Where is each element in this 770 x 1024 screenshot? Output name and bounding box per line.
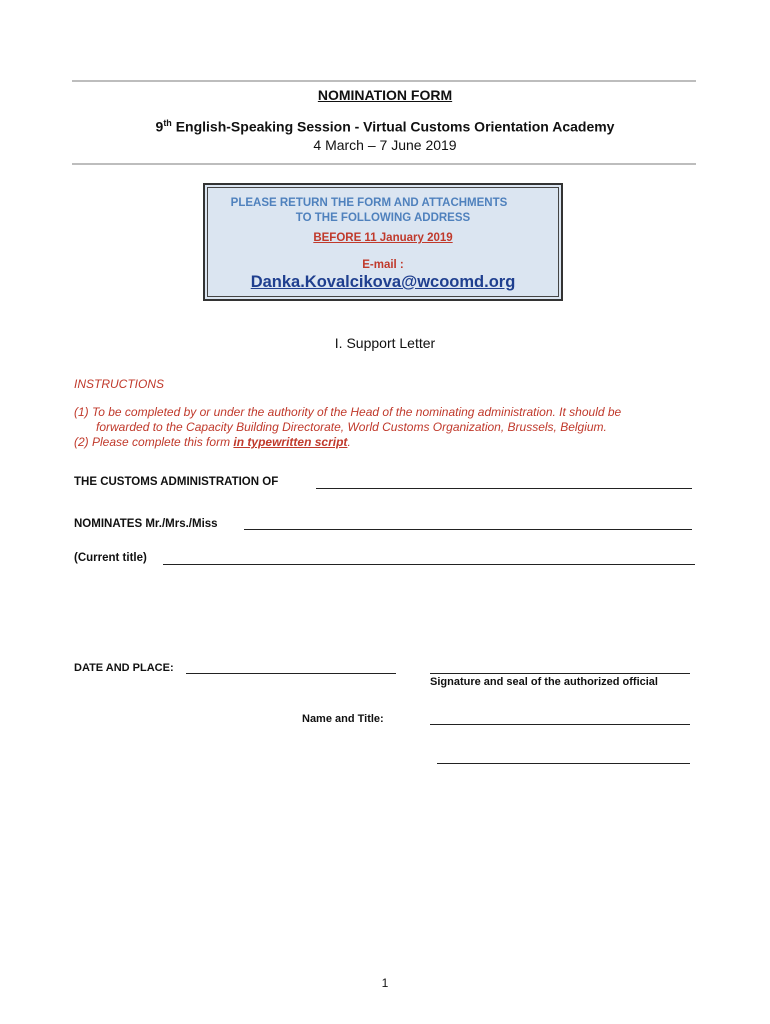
deadline-text: BEFORE 11 January 2019	[313, 232, 453, 244]
name-title-label: Name and Title:	[302, 713, 384, 725]
instruction-item-2-suffix: .	[347, 435, 351, 449]
header-divider	[72, 163, 696, 165]
return-instruction-line2: TO THE FOLLOWING ADDRESS	[295, 212, 471, 224]
session-ordinal: th	[163, 118, 172, 128]
current-title-label: (Current title)	[74, 552, 147, 564]
instruction-item-2	[74, 435, 351, 449]
page-number: 1	[381, 976, 389, 990]
name-title-field-line2[interactable]	[437, 763, 690, 764]
return-address-box	[203, 183, 563, 301]
instruction-item-1-line1: (1) To be completed by or under the authority of the Head of the nominating administration. It should be	[74, 405, 622, 419]
instructions-heading: INSTRUCTIONS	[74, 377, 164, 391]
top-divider	[72, 80, 696, 82]
current-title-field[interactable]	[163, 564, 695, 565]
session-title	[0, 118, 770, 135]
typewritten-emphasis: in typewritten script	[233, 435, 348, 449]
date-place-label: DATE AND PLACE:	[74, 662, 174, 674]
signature-label: Signature and seal of the authorized official	[430, 676, 658, 688]
session-number: 9	[155, 118, 164, 135]
customs-admin-field[interactable]	[316, 488, 692, 489]
nominee-name-field[interactable]	[244, 529, 692, 530]
email-link[interactable]: Danka.Kovalcikova@wcoomd.org	[250, 273, 516, 291]
session-text: English-Speaking Session - Virtual Customs Orientation Academy	[171, 118, 615, 135]
form-title: NOMINATION FORM	[317, 87, 453, 103]
nominee-label: NOMINATES Mr./Mrs./Miss	[74, 518, 218, 530]
session-dates: 4 March – 7 June 2019	[313, 137, 457, 153]
email-label: E-mail :	[362, 259, 404, 271]
name-title-field[interactable]	[430, 724, 690, 725]
section-heading: I. Support Letter	[334, 335, 436, 351]
instruction-item-1-line2: forwarded to the Capacity Building Directorate, World Customs Organization, Brussels, Belgium.	[96, 420, 607, 434]
customs-admin-label: THE CUSTOMS ADMINISTRATION OF	[74, 476, 279, 488]
return-instruction-line1: PLEASE RETURN THE FORM AND ATTACHMENTS	[230, 197, 508, 209]
instruction-item-2-prefix: (2) Please complete this form	[74, 435, 234, 449]
date-place-field[interactable]	[186, 673, 396, 674]
signature-field[interactable]	[430, 673, 690, 674]
